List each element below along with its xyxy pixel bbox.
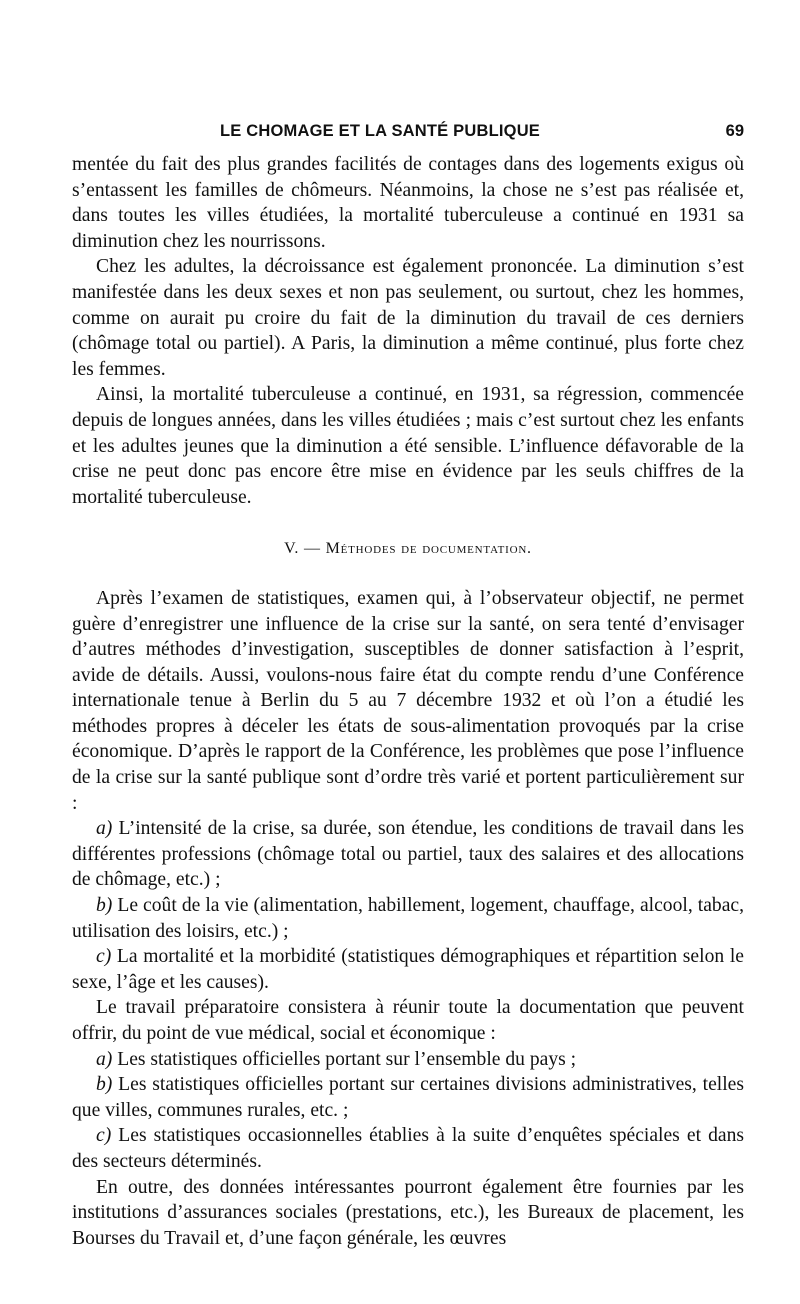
list-marker: a) bbox=[96, 1048, 113, 1070]
page-body bbox=[72, 152, 744, 1251]
paragraph-methods-intro: Après l’examen de statistiques, examen qui, à l’observateur objectif, ne permet guère d’enregistrer une influence de la crise sur la santé, on sera tenté d’envisager d’autres méthodes d’investigation, susceptibles de donner satisfaction à l’esprit, avide de détails. Aussi, voulons-nous faire état du compte rendu d’une Conférence internationale tenue à Berlin du 5 au 7 décembre 1932 et où l’on a étudié les méthodes propres à déceler les états de sous-alimentation provoqués par la crise économique. D’après le rapport de la Conférence, les problèmes que pose l’influence de la crise sur la santé publique sont d’ordre très varié et portent particulièrement sur : bbox=[72, 587, 744, 814]
list-marker: c) bbox=[96, 1125, 112, 1147]
list-text: La mortalité et la morbidité (statistiques démographiques et répartition selon le sexe, l’âge et les causes). bbox=[72, 946, 744, 993]
paragraph-preparatory-work: Le travail préparatoire consistera à réunir toute la documentation que peuvent offrir, du point de vue médical, social et économique : bbox=[72, 997, 744, 1044]
list-item-intensity bbox=[72, 816, 744, 893]
list-marker: b) bbox=[96, 895, 113, 917]
list-item-occasional-statistics bbox=[72, 1123, 744, 1174]
list-marker: a) bbox=[96, 818, 113, 840]
page-number: 69 bbox=[725, 122, 744, 140]
page bbox=[72, 112, 744, 1251]
list-item-mortality bbox=[72, 944, 744, 995]
list-text: L’intensité de la crise, sa durée, son étendue, les conditions de travail dans les différentes professions (chômage total ou partiel, taux des salaires et des allocations de chômage, etc.) ; bbox=[72, 818, 744, 891]
running-header bbox=[72, 112, 744, 152]
paragraph-continued: mentée du fait des plus grandes facilités de contages dans des logements exigus où s’entassent les familles de chômeurs. Néanmoins, la chose ne s’est pas réalisée et, dans toutes les villes étudiées, la mortalité tuberculeuse a continué en 1931 sa diminution chez les nourrissons. bbox=[72, 154, 744, 252]
list-text: Les statistiques officielles portant sur l’ensemble du pays ; bbox=[112, 1048, 577, 1070]
running-title: LE CHOMAGE ET LA SANTÉ PUBLIQUE bbox=[220, 122, 541, 140]
list-marker: b) bbox=[96, 1074, 113, 1096]
list-marker: c) bbox=[96, 946, 112, 968]
paragraph-adults: Chez les adultes, la décroissance est également prononcée. La diminution s’est manifestée dans les deux sexes et non pas seulement, ou surtout, chez les hommes, comme on aurait pu croire du fait de la diminution du travail de ces derniers (chômage total ou partiel). A Paris, la diminution a même continué, plus forte chez les femmes. bbox=[72, 256, 744, 380]
list-item-administrative-statistics bbox=[72, 1072, 744, 1123]
list-item-national-statistics bbox=[72, 1047, 744, 1073]
paragraph-other-sources: En outre, des données intéressantes pourront également être fournies par les institutions d’assurances sociales (prestations, etc.), les Bureaux de placement, les Bourses du Travail et, d’une façon générale, les œuvres bbox=[72, 1176, 744, 1249]
paragraph-conclusion: Ainsi, la mortalité tuberculeuse a continué, en 1931, sa régression, commencée depuis de longues années, dans les villes étudiées ; mais c’est surtout chez les enfants et les adultes jeunes que la diminution a été sensible. L’influence défavorable de la crise ne peut donc pas encore être mise en évidence par les seuls chiffres de la mortalité tuberculeuse. bbox=[72, 384, 744, 508]
list-text: Les statistiques officielles portant sur certaines divisions administratives, telles que villes, communes rurales, etc. ; bbox=[72, 1074, 744, 1121]
section-heading: V. — Méthodes de documentation. bbox=[284, 540, 532, 558]
list-item-cost-of-living bbox=[72, 893, 744, 944]
list-text: Le coût de la vie (alimentation, habillement, logement, chauffage, alcool, tabac, utilisation des loisirs, etc.) ; bbox=[72, 895, 744, 942]
list-text: Les statistiques occasionnelles établies à la suite d’enquêtes spéciales et dans des secteurs déterminés. bbox=[72, 1125, 744, 1172]
